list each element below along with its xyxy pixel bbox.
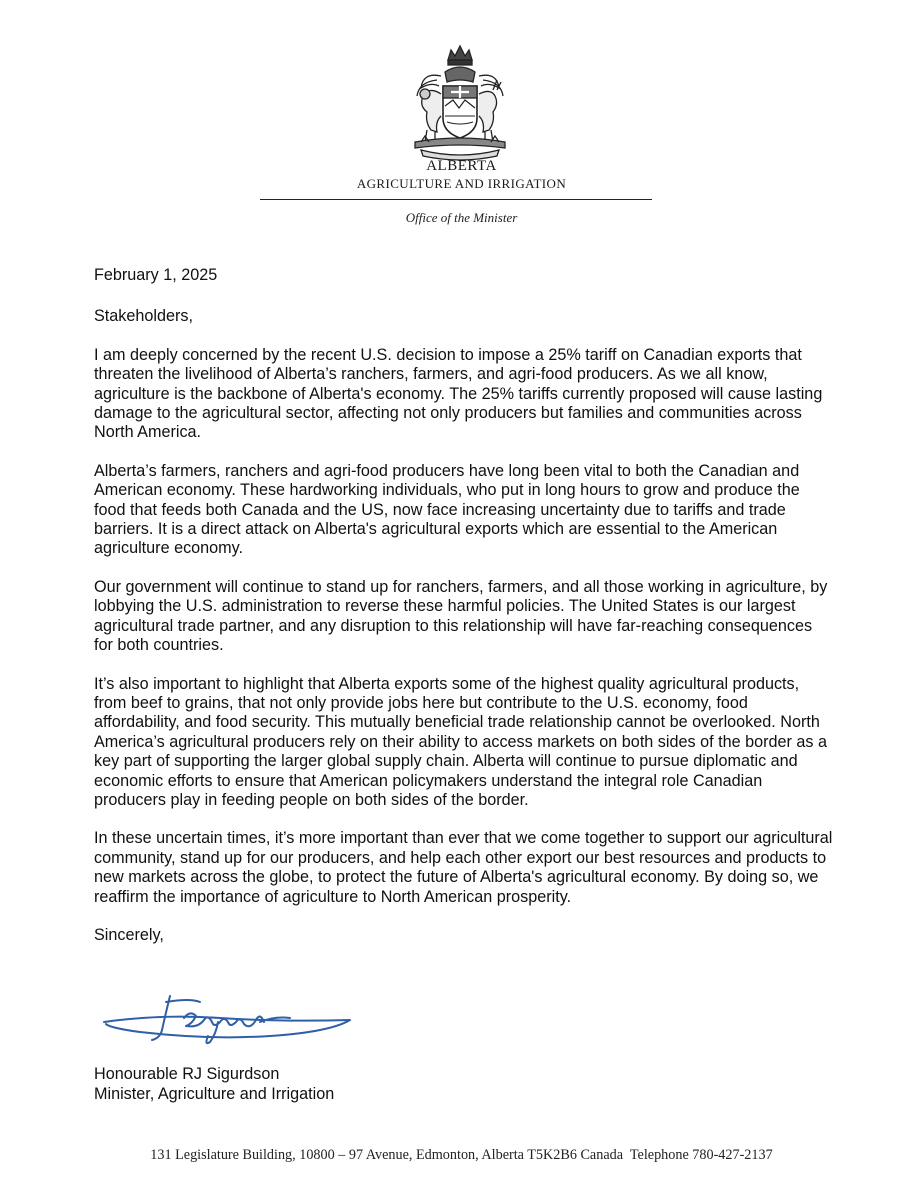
paragraph: Our government will continue to stand up for ranchers, farmers, and all those working in agriculture, by lobbying the U.S. administration to reverse these harmful policies. The United States is our largest agricultural trade partner, and any disruption to this relationship will have far-reaching consequences for both countries. (94, 577, 828, 655)
signer-name: Honourable RJ Sigurdson (94, 1065, 280, 1083)
signature-icon (100, 992, 360, 1052)
office-line: Office of the Minister (405, 210, 518, 225)
letter-body (94, 266, 834, 945)
header-divider (260, 199, 652, 200)
footer-address: 131 Legislature Building, 10800 – 97 Avenue, Edmonton, Alberta T5K2B6 Canada (150, 1147, 624, 1163)
signer-block (94, 1064, 334, 1104)
paragraph: It’s also important to highlight that Alberta exports some of the highest quality agricultural products, from beef to grains, that not only provide jobs here but contribute to the U.S. economy, food affordability, and food security. This mutually beneficial trade relationship cannot be overlooked. North America’s agricultural producers rely on their ability to access markets on both sides of the border as a key part of supporting the larger global supply chain. Alberta will continue to pursue diplomatic and economic efforts to ensure that American policymakers understand the integral role Canadian producers play in feeding people on both sides of the border. (94, 674, 827, 809)
paragraph: Alberta’s farmers, ranchers and agri-food producers have long been vital to both the Canadian and American economy. These hardworking individuals, who put in long hours to grow and produce the food that feeds both Canada and the US, now face increasing uncertainty due to tariffs and trade barriers. It is a direct attack on Alberta's agricultural exports which are essential to the American agriculture economy. (94, 461, 800, 558)
coat-of-arms-icon (401, 42, 519, 162)
footer-telephone: Telephone 780-427-2137 (629, 1147, 773, 1163)
department-name: AGRICULTURE AND IRRIGATION (356, 176, 567, 191)
paragraph: I am deeply concerned by the recent U.S. decision to impose a 25% tariff on Canadian exports that threaten the livelihood of Alberta’s ranchers, farmers, and agri-food producers. As we all know, agriculture is the backbone of Alberta's economy. The 25% tariffs currently proposed will cause lasting damage to the agricultural sector, affecting not only producers but families and communities across North America. (94, 345, 823, 442)
letter-date: February 1, 2025 (94, 266, 218, 284)
footer (0, 1147, 923, 1164)
signer-title: Minister, Agriculture and Irrigation (94, 1085, 335, 1103)
salutation: Stakeholders, (94, 307, 193, 326)
closing: Sincerely, (94, 925, 164, 944)
org-name: ALBERTA (426, 158, 497, 174)
paragraph: In these uncertain times, it’s more important than ever that we come together to support our agricultural community, stand up for our producers, and help each other export our best resources and products to new markets across the globe, to protect the future of Alberta's agricultural economy. By doing so, we reaffirm the importance of agriculture to North American prosperity. (94, 829, 833, 906)
letterhead (0, 0, 923, 240)
